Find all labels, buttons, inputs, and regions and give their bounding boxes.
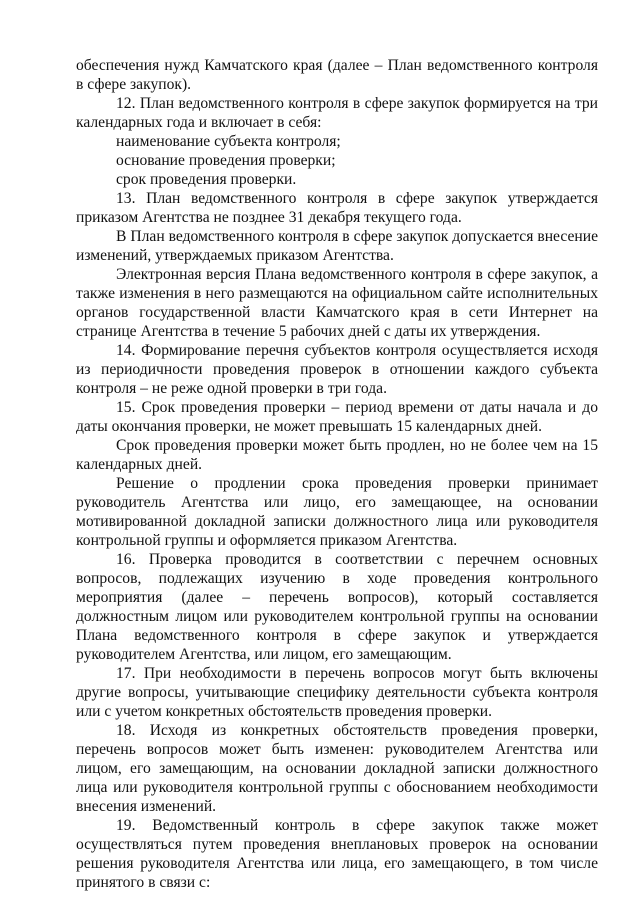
paragraph-item-18: 18. Исходя из конкретных обстоятельств проведения проверки, перечень вопросов может быть изменен: руководителем Агентства или лицом, его замещающим, на основании докладной записки должностного лица или руководителя контрольной группы с обоснованием необходимости внесения изменений. bbox=[76, 722, 598, 815]
paragraph-electronic-version: Электронная версия Плана ведомственного контроля в сфере закупок, а также изменения в него размещаются на официальном сайте исполнительных органов государственной власти Камчатского края в сети Интернет на странице Агентства в течение 5 рабочих дней с даты их утверждения. bbox=[76, 266, 598, 340]
paragraph-item-19: 19. Ведомственный контроль в сфере закупок также может осуществляться путем проведения внеплановых проверок на основании решения руководителя Агентства или лица, его замещающего, в том числе принятого в связи с: bbox=[76, 817, 598, 891]
paragraph-term-extension: Срок проведения проверки может быть продлен, но не более чем на 15 календарных дней. bbox=[76, 437, 598, 473]
paragraph-item-14: 14. Формирование перечня субъектов контроля осуществляется исходя из периодичности проведения проверок в отношении каждого субъекта контроля – не реже одной проверки в три года. bbox=[76, 342, 598, 397]
paragraph-extension-decision: Решение о продлении срока проведения проверки принимает руководитель Агентства или лицо, его замещающее, на основании мотивированной докладной записки должностного лица или руководителя контрольной группы и оформляется приказом Агентства. bbox=[76, 475, 598, 549]
paragraph-item-15: 15. Срок проведения проверки – период времени от даты начала и до даты окончания проверки, не может превышать 15 календарных дней. bbox=[76, 399, 598, 435]
list-item-basis: основание проведения проверки; bbox=[116, 152, 336, 169]
paragraph-item-16: 16. Проверка проводится в соответствии с перечнем основных вопросов, подлежащих изучению в ходе проведения контрольного мероприятия (далее – перечень вопросов), который составляется должностным лицом или руководителем контрольной группы на основании Плана ведомственного контроля в сфере закупок и утверждается руководителем Агентства, или лицом, его замещающим. bbox=[76, 551, 598, 663]
document-page bbox=[76, 56, 598, 892]
paragraph-item-17: 17. При необходимости в перечень вопросов могут быть включены другие вопросы, учитывающие специфику деятельности субъекта контроля или с учетом конкретных обстоятельств проведения проверки. bbox=[76, 665, 598, 720]
paragraph-plan-changes: В План ведомственного контроля в сфере закупок допускается внесение изменений, утверждаемых приказом Агентства. bbox=[76, 228, 598, 264]
list-item-subject: наименование субъекта контроля; bbox=[116, 133, 341, 150]
paragraph-item-13: 13. План ведомственного контроля в сфере закупок утверждается приказом Агентства не позднее 31 декабря текущего года. bbox=[76, 190, 598, 226]
list-item-term: срок проведения проверки. bbox=[116, 171, 297, 188]
paragraph-continuation: обеспечения нужд Камчатского края (далее – План ведомственного контроля в сфере закупок). bbox=[76, 57, 598, 93]
paragraph-item-12: 12. План ведомственного контроля в сфере закупок формируется на три календарных года и включает в себя: bbox=[76, 95, 598, 131]
